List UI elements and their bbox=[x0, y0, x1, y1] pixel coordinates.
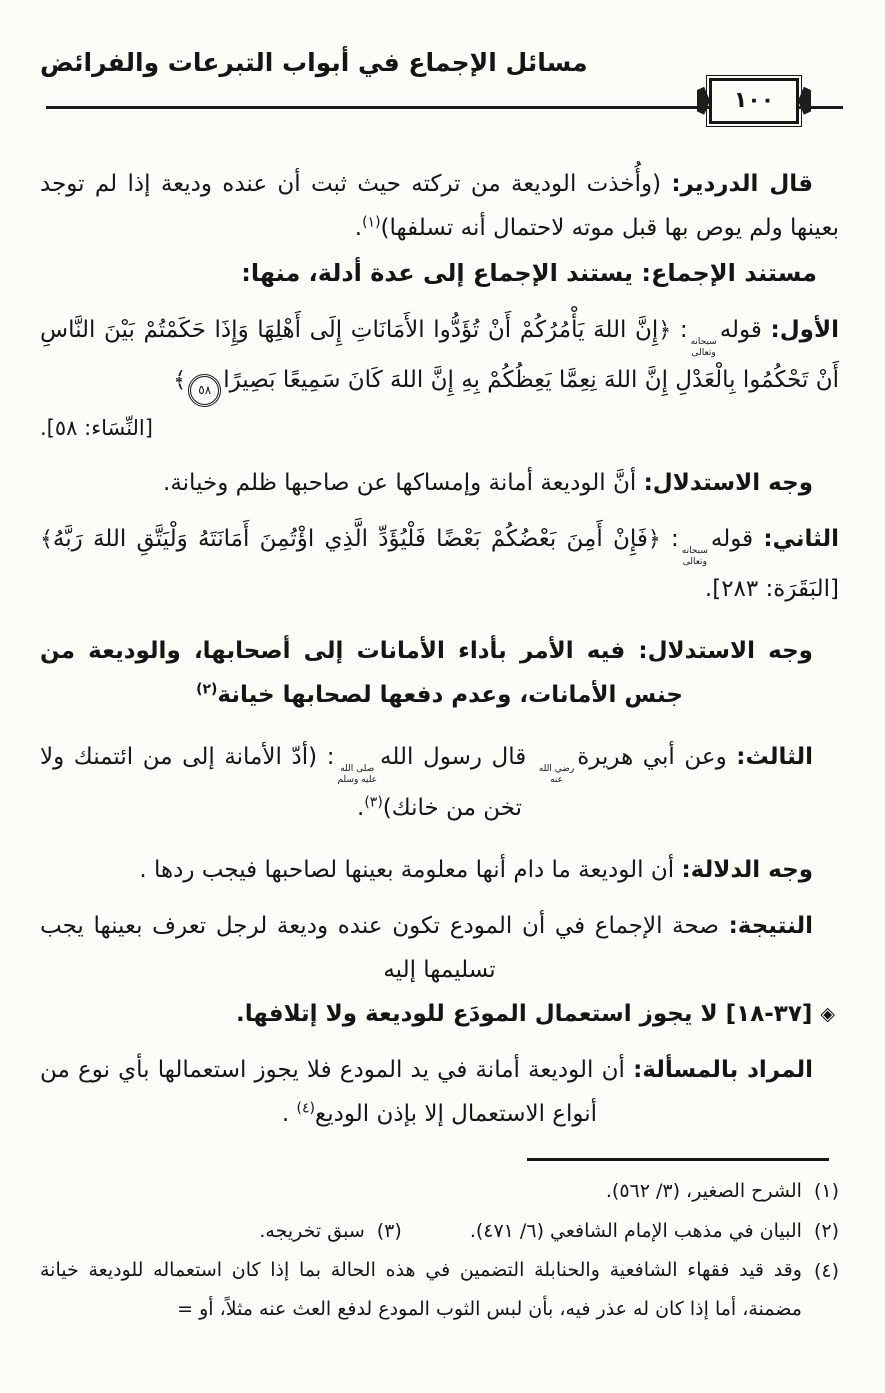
ornate-close-paren: ﴾ bbox=[40, 526, 53, 552]
honorific-line-1: سبحانه bbox=[681, 545, 708, 556]
paragraph-lead: الثالث: bbox=[736, 744, 814, 771]
verse-reference-nisa: [النِّسَاء: ٥٨]. bbox=[40, 415, 153, 440]
footnote-text: الشرح الصغير، (٣/ ٥٦٢). bbox=[605, 1180, 802, 1203]
honorific-radiallahu-anhu bbox=[539, 764, 574, 786]
paragraph-text: فيه الأمر بأداء الأمانات إلى أصحابها، والوديعة من جنس الأمانات، وعدم دفعها لصحابها خيانة bbox=[40, 638, 683, 709]
footnote-2-and-3 bbox=[40, 1211, 839, 1251]
honorific-line-1: سبحانه bbox=[690, 336, 717, 347]
colon: : bbox=[671, 525, 679, 552]
paragraph-lead: النتيجة: bbox=[728, 913, 813, 940]
hadith-text: (أدّ الأمانة إلى من ائتمنك ولا تخن من خانك) bbox=[40, 744, 522, 822]
issue-number: [٣٧-١٨] bbox=[725, 1001, 813, 1028]
diamond-bullet-icon: ◈ bbox=[820, 1003, 835, 1026]
honorific-line-1: صلى الله bbox=[340, 764, 375, 775]
footnote-text: وقد قيد فقهاء الشافعية والحنابلة التضمين في هذه الحالة بما إذا كان استعماله للوديعة خيانة مضمنة، أما إذا كان له عذر فيه، بأن لبس الثوب المودع لدفع العث عنه مثلاً، أو = bbox=[40, 1259, 802, 1321]
honorific-line-2: عليه وسلم bbox=[337, 775, 378, 786]
footnote-number: (٤) bbox=[813, 1260, 839, 1283]
paragraph-text: أن الوديعة ما دام أنها معلومة بعينها لصاحبها فيجب ردها . bbox=[139, 857, 675, 884]
book-title: مسائل الإجماع في أبواب التبرعات والفرائض bbox=[40, 48, 588, 77]
honorific-line-2: وتعالى bbox=[682, 556, 707, 567]
paragraph-lead: وجه الاستدلال: bbox=[643, 469, 813, 496]
header-divider bbox=[40, 80, 839, 138]
honorific-line-2: عنه bbox=[550, 775, 564, 786]
paragraph-natija bbox=[40, 904, 839, 992]
heading-mustanad-ijmaa: مستند الإجماع: يستند الإجماع إلى عدة أدلة، منها: bbox=[241, 258, 817, 287]
paragraph-text: وعن أبي هريرة bbox=[577, 744, 727, 771]
paragraph-lead: قال الدردير: bbox=[671, 170, 814, 197]
quran-verse-nisa-58: إِنَّ اللهَ يَأْمُرُكُمْ أَنْ تُؤَدُّوا الأَمَانَاتِ إِلَى أَهْلِهَا وَإِذَا حَكَمْتُمْ بَيْنَ النَّاسِ أَنْ تَحْكُمُوا بِالْعَدْلِ إِنَّ اللهَ نِعِمَّا يَعِظُكُمْ بِهِ إِنَّ اللهَ كَانَ سَمِيعًا بَصِيرًا bbox=[40, 316, 839, 394]
ornate-open-paren: ﴿ bbox=[658, 317, 672, 343]
paragraph-text: قال رسول الله bbox=[380, 744, 527, 771]
ornate-close-paren: ﴾ bbox=[173, 368, 187, 394]
paragraph-evidence-third bbox=[40, 735, 839, 830]
paragraph-lead: وجه الدلالة: bbox=[681, 857, 813, 884]
paragraph-murad bbox=[40, 1048, 839, 1136]
colon: : bbox=[326, 744, 335, 771]
paragraph-lead: الثاني: bbox=[763, 525, 840, 552]
page-number-badge bbox=[697, 78, 811, 124]
footnote-ref-3: (٣) bbox=[364, 794, 383, 811]
paragraph-text: أنَّ الوديعة أمانة وإمساكها عن صاحبها ظلم وخيانة. bbox=[163, 469, 637, 496]
paragraph-wajh-istidlal-1 bbox=[40, 461, 839, 505]
footnote-ref-2: (٢) bbox=[196, 681, 218, 698]
verse-reference-baqarah: [البَقَرَة: ٢٨٣]. bbox=[704, 576, 839, 603]
footnote-text: سبق تخريجه. bbox=[259, 1220, 365, 1243]
honorific-subhanahu-wataala bbox=[691, 337, 717, 359]
paragraph-lead: الأول: bbox=[770, 316, 839, 343]
page-header bbox=[40, 46, 839, 138]
issue-heading-37-18 bbox=[40, 992, 839, 1036]
paragraph-text: صحة الإجماع في أن المودع تكون عنده وديعة لرجل تعرف بعينها يجب تسليمها إليه bbox=[40, 913, 719, 984]
paragraph-text: أن الوديعة أمانة في يد المودع فلا يجوز استعمالها بأي نوع من أنواع الاستعمال إلا بإذن الوديع bbox=[40, 1057, 625, 1128]
honorific-sallallahu-alayhi-wasallam bbox=[337, 764, 377, 786]
ornate-open-paren: ﴿ bbox=[647, 526, 661, 552]
paragraph-text: (وأُخذت الوديعة من تركته حيث ثبت أن عنده وديعة إذا لم توجد بعينها ولم يوص بها قبل موته لاحتمال أنه تسلفها) bbox=[40, 170, 839, 241]
footnote-4 bbox=[40, 1251, 839, 1329]
footnote-number: (١) bbox=[813, 1180, 839, 1203]
issue-title: لا يجوز استعمال المودَع للوديعة ولا إتلافها. bbox=[235, 1001, 718, 1028]
paragraph-tail: . bbox=[354, 214, 363, 241]
honorific-subhanahu-wataala bbox=[682, 546, 708, 568]
paragraph-wajh-istidlal-2 bbox=[40, 629, 839, 717]
paragraph-tail: . bbox=[281, 1101, 297, 1128]
paragraph-evidence-first bbox=[40, 308, 839, 407]
honorific-line-2: وتعالى bbox=[691, 347, 716, 358]
paragraph-lead: المراد بالمسألة: bbox=[633, 1057, 814, 1084]
footnote-separator-rule bbox=[527, 1158, 829, 1161]
colon: : bbox=[679, 316, 688, 343]
ayah-number-badge: ٥٨ bbox=[188, 374, 221, 407]
paragraph-tail: . bbox=[357, 795, 365, 822]
footnote-1 bbox=[40, 1171, 839, 1211]
paragraph-wajh-dalala bbox=[40, 848, 839, 892]
paragraph-evidence-second bbox=[40, 517, 839, 612]
footnote-text: البيان في مذهب الإمام الشافعي (٦/ ٤٧١). bbox=[469, 1220, 802, 1243]
qawluhu-text: قوله bbox=[719, 316, 762, 343]
footnotes-section bbox=[40, 1158, 839, 1329]
footnote-number: (٣) bbox=[376, 1220, 402, 1243]
paragraph-dardir-quote bbox=[40, 162, 839, 250]
badge-ornament-right-icon bbox=[798, 87, 811, 115]
qawluhu-text: قوله bbox=[710, 525, 754, 552]
page-number: ١٠٠ bbox=[709, 78, 799, 124]
paragraph-lead: وجه الاستدلال: bbox=[638, 638, 813, 665]
footnote-ref-4: (٤) bbox=[296, 1100, 315, 1117]
quran-verse-baqarah-283: فَإِنْ أَمِنَ بَعْضُكُمْ بَعْضًا فَلْيُؤَدِّ الَّذِي اؤْتُمِنَ أَمَانَتَهُ وَلْيَتَّقِ اللهَ رَبَّهُ bbox=[52, 525, 648, 552]
honorific-line-1: رضي الله bbox=[538, 764, 575, 775]
footnote-number: (٢) bbox=[813, 1220, 839, 1243]
footnote-ref-1: (١) bbox=[362, 214, 381, 231]
